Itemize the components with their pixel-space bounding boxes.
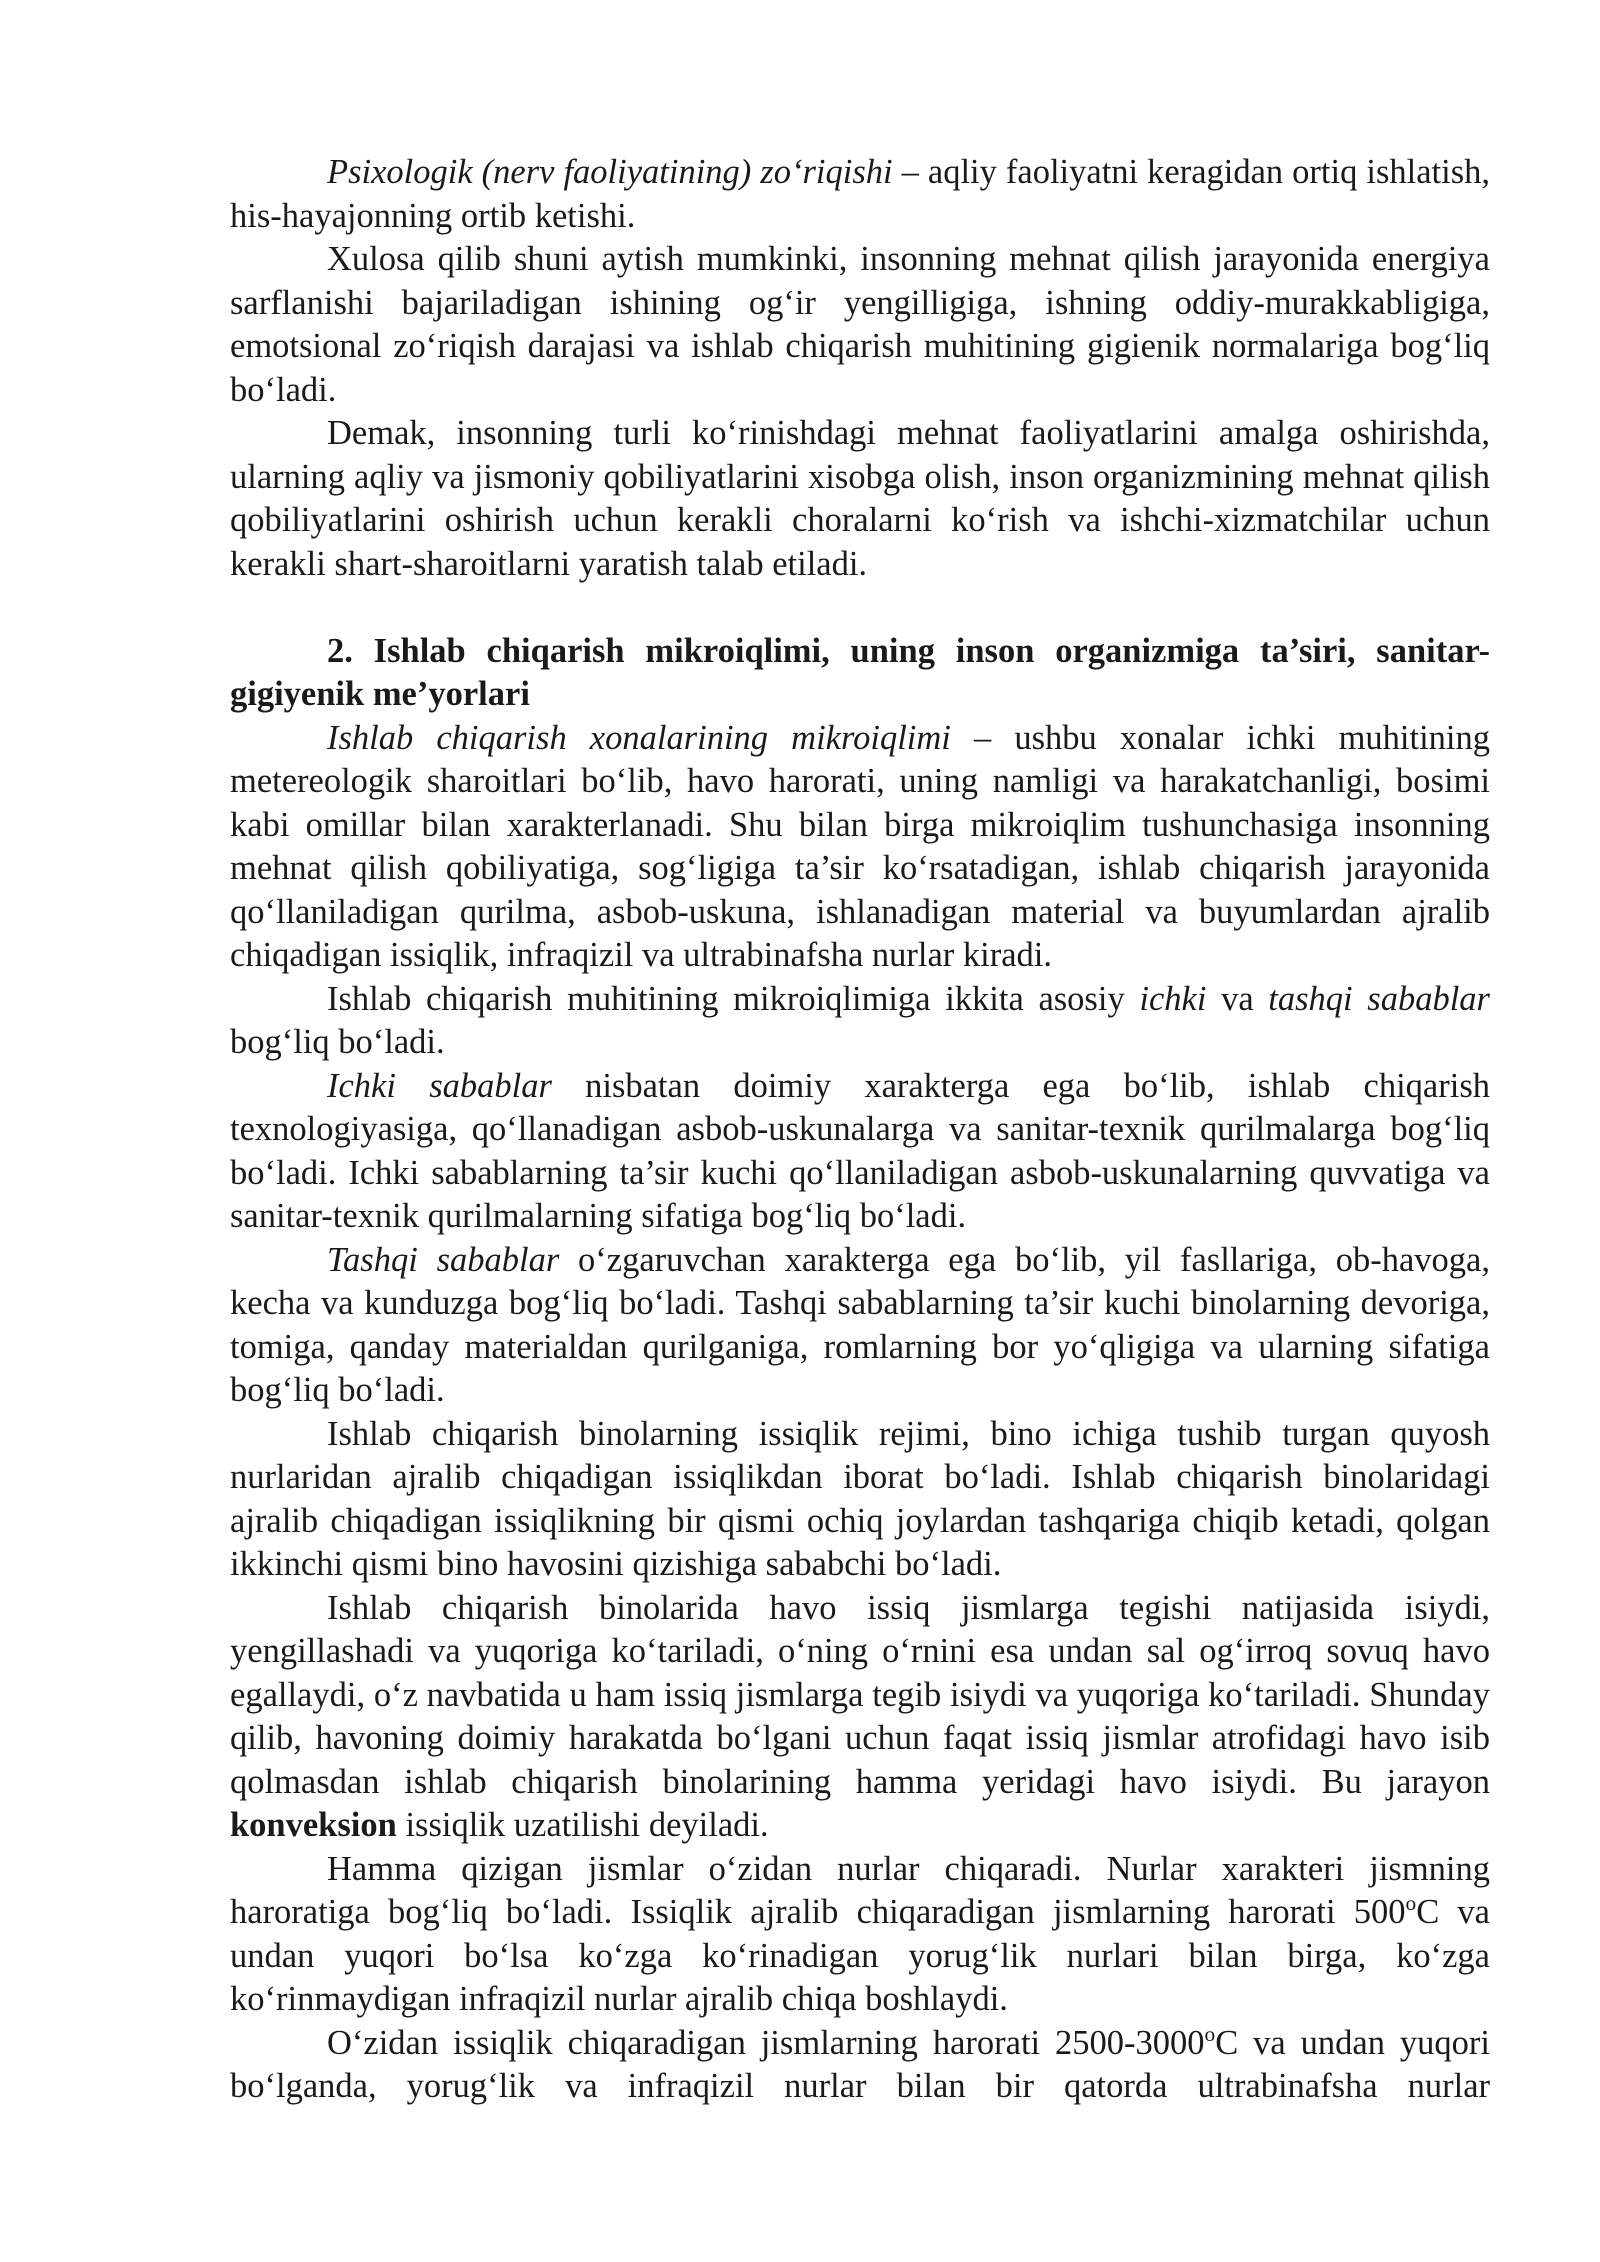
term-external-causes-2: Tashqi sabablar bbox=[327, 1240, 560, 1279]
paragraph-text: issiqlik uzatilishi deyiladi. bbox=[396, 1806, 769, 1844]
paragraph-text: C va undan yuqori bo‘lsa ko‘zga ko‘rinadigan yorug‘lik nurlari bilan birga, ko‘zga ko‘rinmaydigan infraqizil nurlar ajralib chiqa boshlaydi. bbox=[230, 1893, 1490, 2018]
paragraph-radiation bbox=[230, 1848, 1490, 2022]
paragraph-therefore: Demak, insonning turli ko‘rinishdagi mehnat faoliyatlarini amalga oshirishda, ularning aqliy va jismoniy qobiliyatlarini xisobga olish, inson organizmining mehnat qilish qobiliyatlarini oshirish uchun kerakli choralarni ko‘rish va ishchi-xizmatchilar uchun kerakli shart-sharoitlarni yaratish talab etiladi. bbox=[230, 414, 1490, 583]
paragraph-psychological-strain bbox=[230, 151, 1490, 238]
paragraph-text: Hamma qizigan jismlar o‘zidan nurlar chiqaradi. Nurlar xarakteri jismning haroratiga bog‘liq bo‘ladi. Issiqlik ajralib chiqaradigan jismlarning harorati 500 bbox=[230, 1849, 1490, 1931]
term-microclimate: Ishlab chiqarish xonalarining mikroiqlimi bbox=[327, 718, 951, 757]
paragraph-text: va bbox=[1206, 979, 1269, 1018]
term-external-causes: tashqi sabablar bbox=[1268, 979, 1490, 1018]
paragraph-text: o‘zgaruvchan xarakterga ega bo‘lib, yil fasllariga, ob-havoga, kecha va kunduzga bog‘liq bo‘ladi. Tashqi sabablarning ta’sir kuchi binolarning devoriga, tomiga, qanday materialdan qurilganiga, romlarning bor yo‘qligiga va ularning sifatiga bog‘liq bo‘ladi. bbox=[230, 1240, 1490, 1409]
paragraph-text: Ishlab chiqarish muhitining mikroiqlimiga ikkita asosiy bbox=[327, 979, 1140, 1018]
paragraph-text: – ushbu xonalar ichki muhitining metereologik sharoitlari bo‘lib, havo harorati, uning namligi va harakatchanligi, bosimi kabi omillar bilan xarakterlanadi. Shu bilan birga mikroiqlim tushunchasiga insonning mehnat qilish qobiliyatiga, sog‘ligiga ta’sir ko‘rsatadigan, ishlab chiqarish jarayonida qo‘llaniladigan qurilma, asbob-uskuna, ishlanadigan material va buyumlardan ajralib chiqadigan issiqlik, infraqizil va ultrabinafsha nurlar kiradi. bbox=[230, 718, 1490, 974]
paragraph-external-causes bbox=[230, 1239, 1490, 1413]
paragraph-text: nisbatan doimiy xarakterga ega bo‘lib, ishlab chiqarish texnologiyasiga, qo‘llanadigan asbob-uskunalarga va sanitar-texnik qurilmalarga bog‘liq bo‘ladi. Ichki sabablarning ta’sir kuchi qo‘llaniladigan asbob-uskunalarning quvvatiga va sanitar-texnik qurilmalarning sifatiga bog‘liq bo‘ladi. bbox=[230, 1066, 1490, 1235]
paragraph-microclimate-definition bbox=[230, 717, 1490, 978]
paragraph-internal-causes bbox=[230, 1065, 1490, 1239]
term-convective: konveksion bbox=[230, 1806, 397, 1844]
paragraph-convection bbox=[230, 1587, 1490, 1848]
paragraph-text: O‘zidan issiqlik chiqaradigan jismlarning harorati 2500-3000 bbox=[327, 2023, 1205, 2062]
term-psychological-strain: Psixologik (nerv faoliyatining) zo‘riqishi bbox=[327, 153, 893, 191]
paragraph-two-causes bbox=[230, 978, 1490, 1065]
document-page bbox=[230, 151, 1490, 2109]
paragraph-conclusion: Xulosa qilib shuni aytish mumkinki, insonning mehnat qilish jarayonida energiya sarflanishi bajariladigan ishining og‘ir yengilligiga, ishning oddiy-murakkabligiga, emotsional zo‘riqish darajasi va ishlab chiqarish muhitining gigienik normalariga bog‘liq bo‘ladi. bbox=[230, 240, 1490, 409]
paragraph-text: – aqliy faoliyatni keragidan ortiq ishlatish, his-hayajonning ortib ketishi. bbox=[230, 153, 1490, 235]
term-internal: ichki bbox=[1139, 979, 1207, 1018]
paragraph-text: bog‘liq bo‘ladi. bbox=[230, 1023, 445, 1061]
paragraph-ultraviolet bbox=[230, 2022, 1490, 2109]
degree-symbol: o bbox=[1204, 2021, 1216, 2046]
paragraph-text: C va undan yuqori bo‘lganda, yorug‘lik va infraqizil nurlar bilan bir qatorda ultrabinafsha nurlar bbox=[230, 2023, 1490, 2105]
paragraph-text: Ishlab chiqarish binolarida havo issiq jismlarga tegishi natijasida isiydi, yengillashadi va yuqoriga ko‘tariladi, o‘ning o‘rnini esa undan sal og‘irroq sovuq havo egallaydi, o‘z navbatida u ham issiq jismlarga tegib isiydi va yuqoriga ko‘tariladi. Shunday qilib, havoning doimiy harakatda bo‘lgani uchun faqat issiq jismlar atrofidagi havo isib qolmasdan ishlab chiqarish binolarining hamma yeridagi havo isiydi. Bu jarayon bbox=[230, 1588, 1490, 1801]
paragraph-thermal-regime: Ishlab chiqarish binolarning issiqlik rejimi, bino ichiga tushib turgan quyosh nurlaridan ajralib chiqadigan issiqlikdan iborat bo‘ladi. Ishlab chiqarish binolaridagi ajralib chiqadigan issiqlikning bir qismi ochiq joylardan tashqariga chiqib ketadi, qolgan ikkinchi qismi bino havosini qizishiga sababchi bo‘ladi. bbox=[230, 1414, 1490, 1583]
section-heading: 2. Ishlab chiqarish mikroiqlimi, uning inson organizmiga ta’siri, sanitar-gigiyenik me’yorlari bbox=[230, 631, 1490, 713]
degree-symbol: o bbox=[1405, 1890, 1417, 1915]
term-internal-causes: Ichki sabablar bbox=[327, 1066, 552, 1105]
